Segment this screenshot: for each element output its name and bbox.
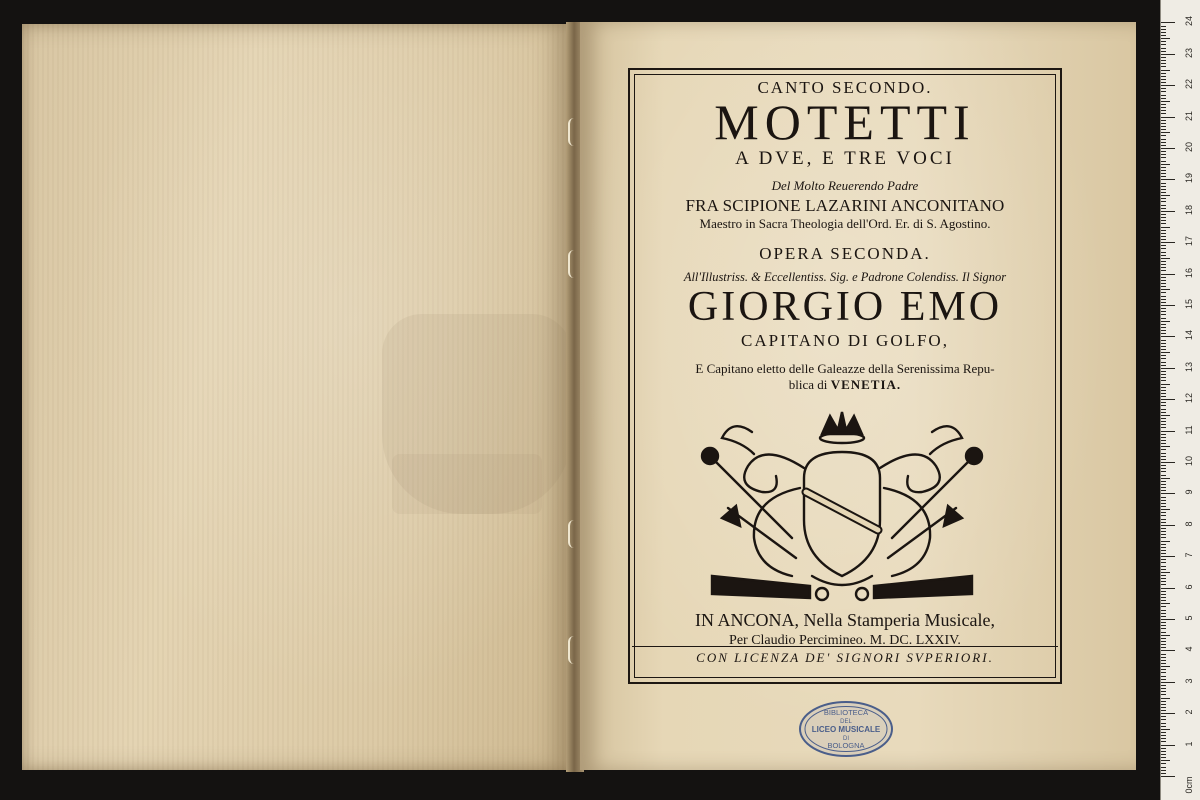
- ruler-tick: [1161, 274, 1175, 275]
- ruler-tick: [1161, 663, 1166, 664]
- ruler-tick: [1161, 707, 1166, 708]
- ruler-tick: [1161, 66, 1166, 67]
- title-page: [580, 22, 1136, 770]
- ruler-tick: [1161, 343, 1166, 344]
- ruler-tick: [1161, 255, 1166, 256]
- ruler-tick: [1161, 572, 1170, 573]
- ruler-tick: [1161, 566, 1166, 567]
- ruler-tick: [1161, 578, 1166, 579]
- ruler-tick: [1161, 362, 1166, 363]
- ruler-tick: [1161, 186, 1166, 187]
- ruler-tick: [1161, 161, 1166, 162]
- ruler-tick: [1161, 324, 1166, 325]
- ruler-tick: [1161, 60, 1166, 61]
- author-honorific: Del Molto Reuerendo Padre: [771, 178, 919, 193]
- coat-of-arms-emblem: [692, 408, 992, 608]
- work-subtitle: A DVE, E TRE VOCI: [735, 148, 955, 169]
- ruler-tick: [1161, 453, 1166, 454]
- ruler-unit-label: 0cm: [1184, 776, 1194, 794]
- imprint-place: IN ANCONA, Nella Stamperia Musicale,: [695, 610, 995, 630]
- ruler-tick: [1161, 32, 1166, 33]
- dedicatee-rank: CAPITANO DI GOLFO,: [741, 331, 949, 350]
- ruler-tick: [1161, 374, 1166, 375]
- ruler-tick: [1161, 239, 1166, 240]
- ruler-tick: [1161, 73, 1166, 74]
- ruler-tick: [1161, 459, 1166, 460]
- ruler-tick: [1161, 622, 1166, 623]
- ruler-tick: [1161, 493, 1175, 494]
- ruler-tick: [1161, 198, 1166, 199]
- ruler-tick: [1161, 227, 1170, 228]
- ruler-number: 21: [1184, 110, 1194, 121]
- ruler-tick: [1161, 487, 1166, 488]
- ruler-tick: [1161, 701, 1166, 702]
- ruler-tick: [1161, 694, 1166, 695]
- ruler-tick: [1161, 723, 1166, 724]
- ruler-tick: [1161, 632, 1166, 633]
- ruler-tick: [1161, 220, 1166, 221]
- ruler-tick: [1161, 553, 1166, 554]
- ruler-tick: [1161, 157, 1166, 158]
- ruler-tick: [1161, 440, 1166, 441]
- ruler-tick: [1161, 211, 1175, 212]
- ruler-tick: [1161, 236, 1166, 237]
- ruler-tick: [1161, 270, 1166, 271]
- ruler-tick: [1161, 402, 1166, 403]
- ruler-tick: [1161, 597, 1166, 598]
- ruler-tick: [1161, 95, 1166, 96]
- ruler-tick: [1161, 38, 1170, 39]
- ruler-tick: [1161, 384, 1170, 385]
- ruler-tick: [1161, 475, 1166, 476]
- ruler-tick: [1161, 449, 1166, 450]
- ruler-tick: [1161, 51, 1166, 52]
- ruler-number: 12: [1184, 393, 1194, 404]
- ruler-tick: [1161, 559, 1166, 560]
- ruler-tick: [1161, 462, 1175, 463]
- ruler-tick: [1161, 405, 1166, 406]
- ruler-tick: [1161, 726, 1166, 727]
- ruler-tick: [1161, 170, 1166, 171]
- ruler-tick: [1161, 748, 1166, 749]
- ruler-tick: [1161, 666, 1170, 667]
- ruler-tick: [1161, 302, 1166, 303]
- measurement-ruler: [1160, 0, 1200, 800]
- ruler-tick: [1161, 230, 1166, 231]
- ruler-tick: [1161, 603, 1170, 604]
- imprint-rule: [632, 646, 1058, 647]
- ruler-tick: [1161, 745, 1175, 746]
- ruler-tick: [1161, 245, 1166, 246]
- ruler-tick: [1161, 63, 1166, 64]
- ruler-tick: [1161, 770, 1166, 771]
- ruler-tick: [1161, 679, 1166, 680]
- blank-left-page: [22, 24, 574, 770]
- ruler-tick: [1161, 685, 1166, 686]
- ruler-tick: [1161, 79, 1166, 80]
- ruler-number: 6: [1184, 584, 1194, 590]
- ruler-tick: [1161, 22, 1175, 23]
- ruler-tick: [1161, 569, 1166, 570]
- ruler-tick: [1161, 584, 1166, 585]
- ruler-tick: [1161, 591, 1166, 592]
- stamp-line-4: DI: [843, 736, 849, 742]
- ruler-tick: [1161, 280, 1166, 281]
- ruler-tick: [1161, 503, 1166, 504]
- ruler-tick: [1161, 528, 1166, 529]
- ruler-tick: [1161, 409, 1166, 410]
- ruler-tick: [1161, 471, 1166, 472]
- ruler-tick: [1161, 135, 1166, 136]
- republic-city: VENETIA.: [830, 377, 902, 392]
- ruler-tick: [1161, 358, 1166, 359]
- ruler-tick: [1161, 776, 1175, 777]
- ruler-tick: [1161, 691, 1166, 692]
- ruler-tick: [1161, 183, 1166, 184]
- ruler-tick: [1161, 390, 1166, 391]
- title-text-block: [630, 76, 1060, 393]
- work-title: MOTETTI: [714, 96, 976, 148]
- ruler-number: 20: [1184, 142, 1194, 153]
- imprint-printer-date: Per Claudio Percimineo. M. DC. LXXIV.: [729, 633, 961, 648]
- ruler-number: 1: [1184, 741, 1194, 747]
- ruler-number: 3: [1184, 678, 1194, 684]
- ruler-tick: [1161, 544, 1166, 545]
- ruler-tick: [1161, 650, 1175, 651]
- ruler-tick: [1161, 252, 1166, 253]
- ruler-tick: [1161, 465, 1166, 466]
- ruler-tick: [1161, 638, 1166, 639]
- ruler-tick: [1161, 164, 1170, 165]
- ruler-tick: [1161, 145, 1166, 146]
- ruler-tick: [1161, 562, 1166, 563]
- ruler-tick: [1161, 534, 1166, 535]
- ruler-tick: [1161, 352, 1170, 353]
- ruler-tick: [1161, 490, 1166, 491]
- ruler-tick: [1161, 129, 1166, 130]
- ruler-tick: [1161, 336, 1175, 337]
- ruler-tick: [1161, 773, 1166, 774]
- ruler-tick: [1161, 305, 1175, 306]
- ruler-tick: [1161, 625, 1166, 626]
- ruler-tick: [1161, 377, 1166, 378]
- ruler-tick: [1161, 179, 1175, 180]
- ruler-tick: [1161, 729, 1170, 730]
- ruler-tick: [1161, 214, 1166, 215]
- ruler-tick: [1161, 657, 1166, 658]
- ruler-tick: [1161, 613, 1166, 614]
- ruler-tick: [1161, 541, 1170, 542]
- ruler-tick: [1161, 676, 1166, 677]
- stamp-line-5: BOLOGNA: [827, 741, 865, 750]
- ruler-tick: [1161, 418, 1166, 419]
- ruler-tick: [1161, 189, 1166, 190]
- ruler-tick: [1161, 368, 1175, 369]
- stamp-line-2: DEL: [840, 719, 852, 725]
- ruler-tick: [1161, 330, 1166, 331]
- ruler-tick: [1161, 139, 1166, 140]
- ruler-tick: [1161, 716, 1166, 717]
- dedication-line: All'Illustriss. & Eccellentiss. Sig. e Padrone Colendiss. Il Signor: [683, 270, 1007, 284]
- ruler-tick: [1161, 355, 1166, 356]
- ruler-tick: [1161, 126, 1166, 127]
- ruler-tick: [1161, 484, 1166, 485]
- ruler-tick: [1161, 113, 1166, 114]
- ruler-tick: [1161, 641, 1166, 642]
- ruler-tick: [1161, 299, 1166, 300]
- ruler-tick: [1161, 431, 1175, 432]
- ruler-tick: [1161, 308, 1166, 309]
- ruler-tick: [1161, 698, 1170, 699]
- ruler-tick: [1161, 525, 1175, 526]
- ruler-tick: [1161, 88, 1166, 89]
- ruler-tick: [1161, 110, 1166, 111]
- ruler-tick: [1161, 713, 1175, 714]
- ruler-number: 7: [1184, 552, 1194, 558]
- ruler-tick: [1161, 437, 1166, 438]
- ruler-tick: [1161, 132, 1170, 133]
- ruler-tick: [1161, 738, 1166, 739]
- ruler-number: 17: [1184, 236, 1194, 247]
- ruler-tick: [1161, 41, 1166, 42]
- ruler-number: 13: [1184, 361, 1194, 372]
- ruler-tick: [1161, 217, 1166, 218]
- ruler-tick: [1161, 434, 1166, 435]
- ruler-tick: [1161, 760, 1170, 761]
- ruler-tick: [1161, 123, 1166, 124]
- ruler-tick: [1161, 82, 1166, 83]
- ruler-number: 4: [1184, 646, 1194, 652]
- ruler-tick: [1161, 600, 1166, 601]
- ruler-tick: [1161, 443, 1166, 444]
- ruler-number: 8: [1184, 521, 1194, 527]
- author-name: FRA SCIPIONE LAZARINI ANCONITANO: [685, 196, 1005, 215]
- ruler-tick: [1161, 26, 1166, 27]
- ruler-tick: [1161, 515, 1166, 516]
- ruler-tick: [1161, 710, 1166, 711]
- ruler-tick: [1161, 167, 1166, 168]
- ruler-tick: [1161, 195, 1170, 196]
- ruler-tick: [1161, 741, 1166, 742]
- ruler-tick: [1161, 519, 1166, 520]
- ruler-tick: [1161, 261, 1166, 262]
- ruler-tick: [1161, 91, 1166, 92]
- ruler-tick: [1161, 349, 1166, 350]
- ruler-tick: [1161, 148, 1175, 149]
- ruler-tick: [1161, 346, 1166, 347]
- ruler-tick: [1161, 283, 1166, 284]
- ruler-tick: [1161, 478, 1170, 479]
- ruler-tick: [1161, 48, 1166, 49]
- stamp-line-3: LICEO MUSICALE: [811, 725, 881, 734]
- ruler-tick: [1161, 556, 1175, 557]
- ruler-tick: [1161, 581, 1166, 582]
- ruler-tick: [1161, 610, 1166, 611]
- ruler-tick: [1161, 427, 1166, 428]
- ruler-tick: [1161, 588, 1175, 589]
- ruler-tick: [1161, 286, 1166, 287]
- ruler-tick: [1161, 54, 1175, 55]
- ruler-tick: [1161, 321, 1170, 322]
- ruler-tick: [1161, 327, 1166, 328]
- ruler-tick: [1161, 70, 1170, 71]
- ruler-tick: [1161, 173, 1166, 174]
- ruler-tick: [1161, 424, 1166, 425]
- ruler-tick: [1161, 154, 1166, 155]
- ruler-tick: [1161, 248, 1166, 249]
- ruler-tick: [1161, 399, 1175, 400]
- ruler-tick: [1161, 732, 1166, 733]
- ruler-number: 15: [1184, 299, 1194, 310]
- ruler-tick: [1161, 506, 1166, 507]
- ruler-tick: [1161, 547, 1166, 548]
- ruler-tick: [1161, 606, 1166, 607]
- ruler-tick: [1161, 233, 1166, 234]
- ruler-tick: [1161, 289, 1170, 290]
- ruler-tick: [1161, 264, 1166, 265]
- ruler-tick: [1161, 292, 1166, 293]
- ruler-tick: [1161, 635, 1170, 636]
- opus-number: OPERA SECONDA.: [759, 244, 931, 263]
- ruler-tick: [1161, 192, 1166, 193]
- ruler-tick: [1161, 763, 1166, 764]
- ruler-tick: [1161, 509, 1170, 510]
- ruler-tick: [1161, 767, 1166, 768]
- ruler-tick: [1161, 223, 1166, 224]
- republic-prefix: blica di: [788, 377, 828, 392]
- ruler-tick: [1161, 688, 1166, 689]
- ruler-number: 5: [1184, 615, 1194, 621]
- ruler-tick: [1161, 371, 1166, 372]
- ruler-tick: [1161, 647, 1166, 648]
- author-title: Maestro in Sacra Theologia dell'Ord. Er. di S. Agostino.: [699, 216, 991, 231]
- ruler-tick: [1161, 117, 1175, 118]
- ruler-number: 24: [1184, 16, 1194, 27]
- ruler-tick: [1161, 387, 1166, 388]
- ruler-tick: [1161, 672, 1166, 673]
- ruler-tick: [1161, 107, 1166, 108]
- ruler-tick: [1161, 537, 1166, 538]
- ruler-tick: [1161, 754, 1166, 755]
- ruler-tick: [1161, 669, 1166, 670]
- ruler-tick: [1161, 318, 1166, 319]
- ruler-tick: [1161, 29, 1166, 30]
- ruler-tick: [1161, 85, 1175, 86]
- ruler-tick: [1161, 120, 1166, 121]
- ruler-tick: [1161, 446, 1170, 447]
- ruler-tick: [1161, 267, 1166, 268]
- ruler-tick: [1161, 421, 1166, 422]
- voice-part: CANTO SECONDO.: [757, 78, 933, 97]
- imprint-block: [630, 610, 1060, 649]
- ruler-tick: [1161, 101, 1170, 102]
- ruler-number: 19: [1184, 173, 1194, 184]
- ruler-tick: [1161, 654, 1166, 655]
- ruler-tick: [1161, 735, 1166, 736]
- ruler-tick: [1161, 393, 1166, 394]
- ruler-number: 14: [1184, 330, 1194, 341]
- ruler-tick: [1161, 35, 1166, 36]
- ruler-number: 18: [1184, 204, 1194, 215]
- ruler-tick: [1161, 757, 1166, 758]
- ruler-tick: [1161, 644, 1166, 645]
- ruler-tick: [1161, 205, 1166, 206]
- dedicatee-republic: [630, 377, 1060, 393]
- ruler-tick: [1161, 104, 1166, 105]
- ruler-number: 16: [1184, 267, 1194, 278]
- stamp-line-1: BIBLIOTECA: [823, 708, 869, 717]
- ruler-tick: [1161, 340, 1166, 341]
- ruler-tick: [1161, 415, 1170, 416]
- library-stamp: [798, 700, 894, 758]
- ruler-number: 23: [1184, 47, 1194, 58]
- ruler-tick: [1161, 412, 1166, 413]
- ruler-tick: [1161, 44, 1166, 45]
- ruler-tick: [1161, 142, 1166, 143]
- ruler-tick: [1161, 682, 1175, 683]
- ruler-tick: [1161, 396, 1166, 397]
- ruler-tick: [1161, 208, 1166, 209]
- ruler-tick: [1161, 277, 1166, 278]
- ruler-tick: [1161, 704, 1166, 705]
- ruler-tick: [1161, 258, 1170, 259]
- ruler-tick: [1161, 456, 1166, 457]
- ruler-number: 11: [1184, 424, 1194, 435]
- ruler-tick: [1161, 311, 1166, 312]
- ruler-tick: [1161, 296, 1166, 297]
- ruler-tick: [1161, 628, 1166, 629]
- ruler-tick: [1161, 575, 1166, 576]
- ruler-tick: [1161, 512, 1166, 513]
- ruler-tick: [1161, 333, 1166, 334]
- ruler-tick: [1161, 314, 1166, 315]
- ruler-tick: [1161, 57, 1166, 58]
- ruler-tick: [1161, 550, 1166, 551]
- ruler-number: 2: [1184, 709, 1194, 715]
- ruler-tick: [1161, 151, 1166, 152]
- dedicatee-name: GIORGIO EMO: [687, 285, 1003, 329]
- ruler-tick: [1161, 98, 1166, 99]
- ruler-tick: [1161, 380, 1166, 381]
- ruler-tick: [1161, 365, 1166, 366]
- ruler-tick: [1161, 660, 1166, 661]
- ruler-tick: [1161, 497, 1166, 498]
- show-through-shadow: [392, 454, 542, 514]
- ruler-tick: [1161, 76, 1166, 77]
- ruler-number: 9: [1184, 489, 1194, 495]
- dedicatee-office: E Capitano eletto delle Galeazze della Serenissima Repu-: [695, 361, 995, 376]
- ruler-tick: [1161, 719, 1166, 720]
- ruler-tick: [1161, 481, 1166, 482]
- ruler-tick: [1161, 176, 1166, 177]
- ruler-tick: [1161, 468, 1166, 469]
- license-line: CON LICENZA DE' SIGNORI SVPERIORI.: [696, 650, 994, 665]
- ruler-tick: [1161, 531, 1166, 532]
- ruler-tick: [1161, 751, 1166, 752]
- ruler-tick: [1161, 594, 1166, 595]
- ruler-tick: [1161, 242, 1175, 243]
- ruler-number: 22: [1184, 79, 1194, 90]
- ruler-number: 10: [1184, 456, 1194, 467]
- ruler-tick: [1161, 500, 1166, 501]
- ruler-tick: [1161, 522, 1166, 523]
- ruler-tick: [1161, 619, 1175, 620]
- ruler-tick: [1161, 201, 1166, 202]
- ruler-tick: [1161, 616, 1166, 617]
